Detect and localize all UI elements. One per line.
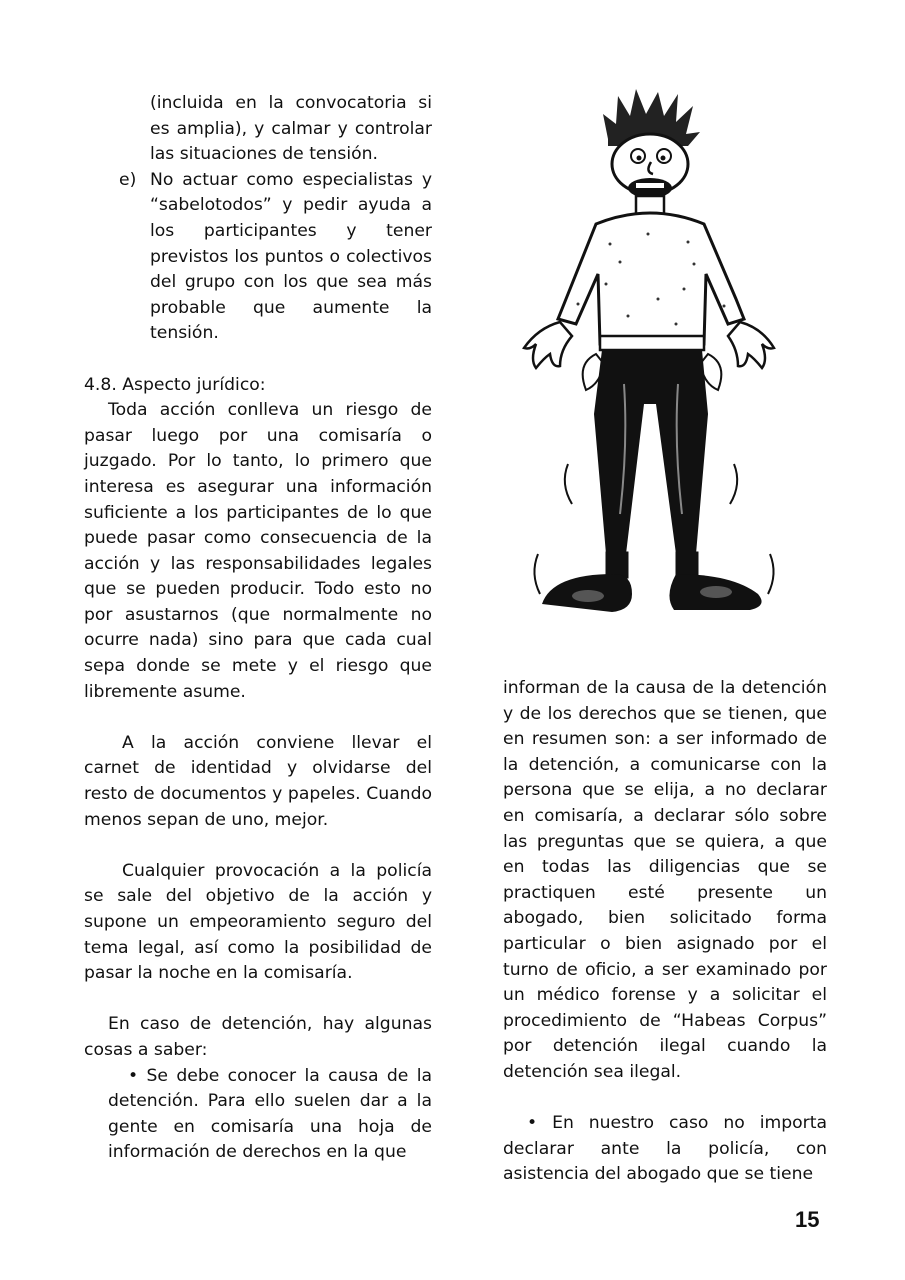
cartoon-man-illustration [508,84,808,644]
left-column [84,91,432,1166]
bullet-text: • En nuestro caso no importa declarar ante la policía, con asistencia del abogado que se tiene [503,1113,827,1185]
paragraph: En caso de detención, hay algunas cosas a saber: [84,1014,432,1060]
paragraph: Cualquier provocación a la policía se sale del objetivo de la acción y supone un empeoramiento seguro del tema legal, así como la posibilidad de pasar la noche en la comisaría. [84,860,432,984]
list-item-e [119,168,432,347]
section-heading: 4.8. Aspecto jurídico: [84,374,266,395]
bullet-text: • Se debe conocer la causa de la detención. Para ello suelen dar a la gente en comisaría una hoja de información de derechos en la que [108,1065,432,1163]
list-item-text: No actuar como especialistas y “sabelotodos” y pedir ayuda a los participantes y tener previstos los puntos o colectivos del grupo con los que sea más probable que aumente la tensión. [150,169,432,344]
paragraph: informan de la causa de la detención y de los derechos que se tienen, que en resumen son: a ser informado de la detención, a comunicarse con la persona que se elija, a no declarar en comisaría, a declarar sólo sobre las preguntas que se quiera, a que en todas las diligencias que se practiquen esté presente un abogado, bien solicitado forma particular o bien asignado por el turno de oficio, a ser examinado por un médico forense y a solicitar el procedimiento de “Habeas Corpus” por detención ilegal cuando la detención sea ilegal. [503,678,827,1082]
cartoon-man-icon [508,84,808,644]
page-number: 15 [795,1207,820,1232]
list-marker: e) [119,169,137,190]
bullet-item [84,1064,432,1166]
list-item-continuation: (incluida en la convocatoria si es amplia), y calmar y controlar las situaciones de tensión. [150,93,432,165]
right-column [503,676,827,1188]
paragraph: A la acción conviene llevar el carnet de identidad y olvidarse del resto de documentos y papeles. Cuando menos sepan de uno, mejor. [84,732,432,830]
list-block [84,91,432,347]
paragraph: Toda acción conlleva un riesgo de pasar luego por una comisaría o juzgado. Por lo tanto, lo primero que interesa es asegurar una información suficiente a los participantes de lo que puede pasar como consecuencia de la acción y las responsabilidades legales que se pueden producir. Todo esto no por asustarnos (que normalmente no ocurre nada) sino para que cada cual sepa donde se mete y el riesgo que libremente asume. [84,400,432,702]
